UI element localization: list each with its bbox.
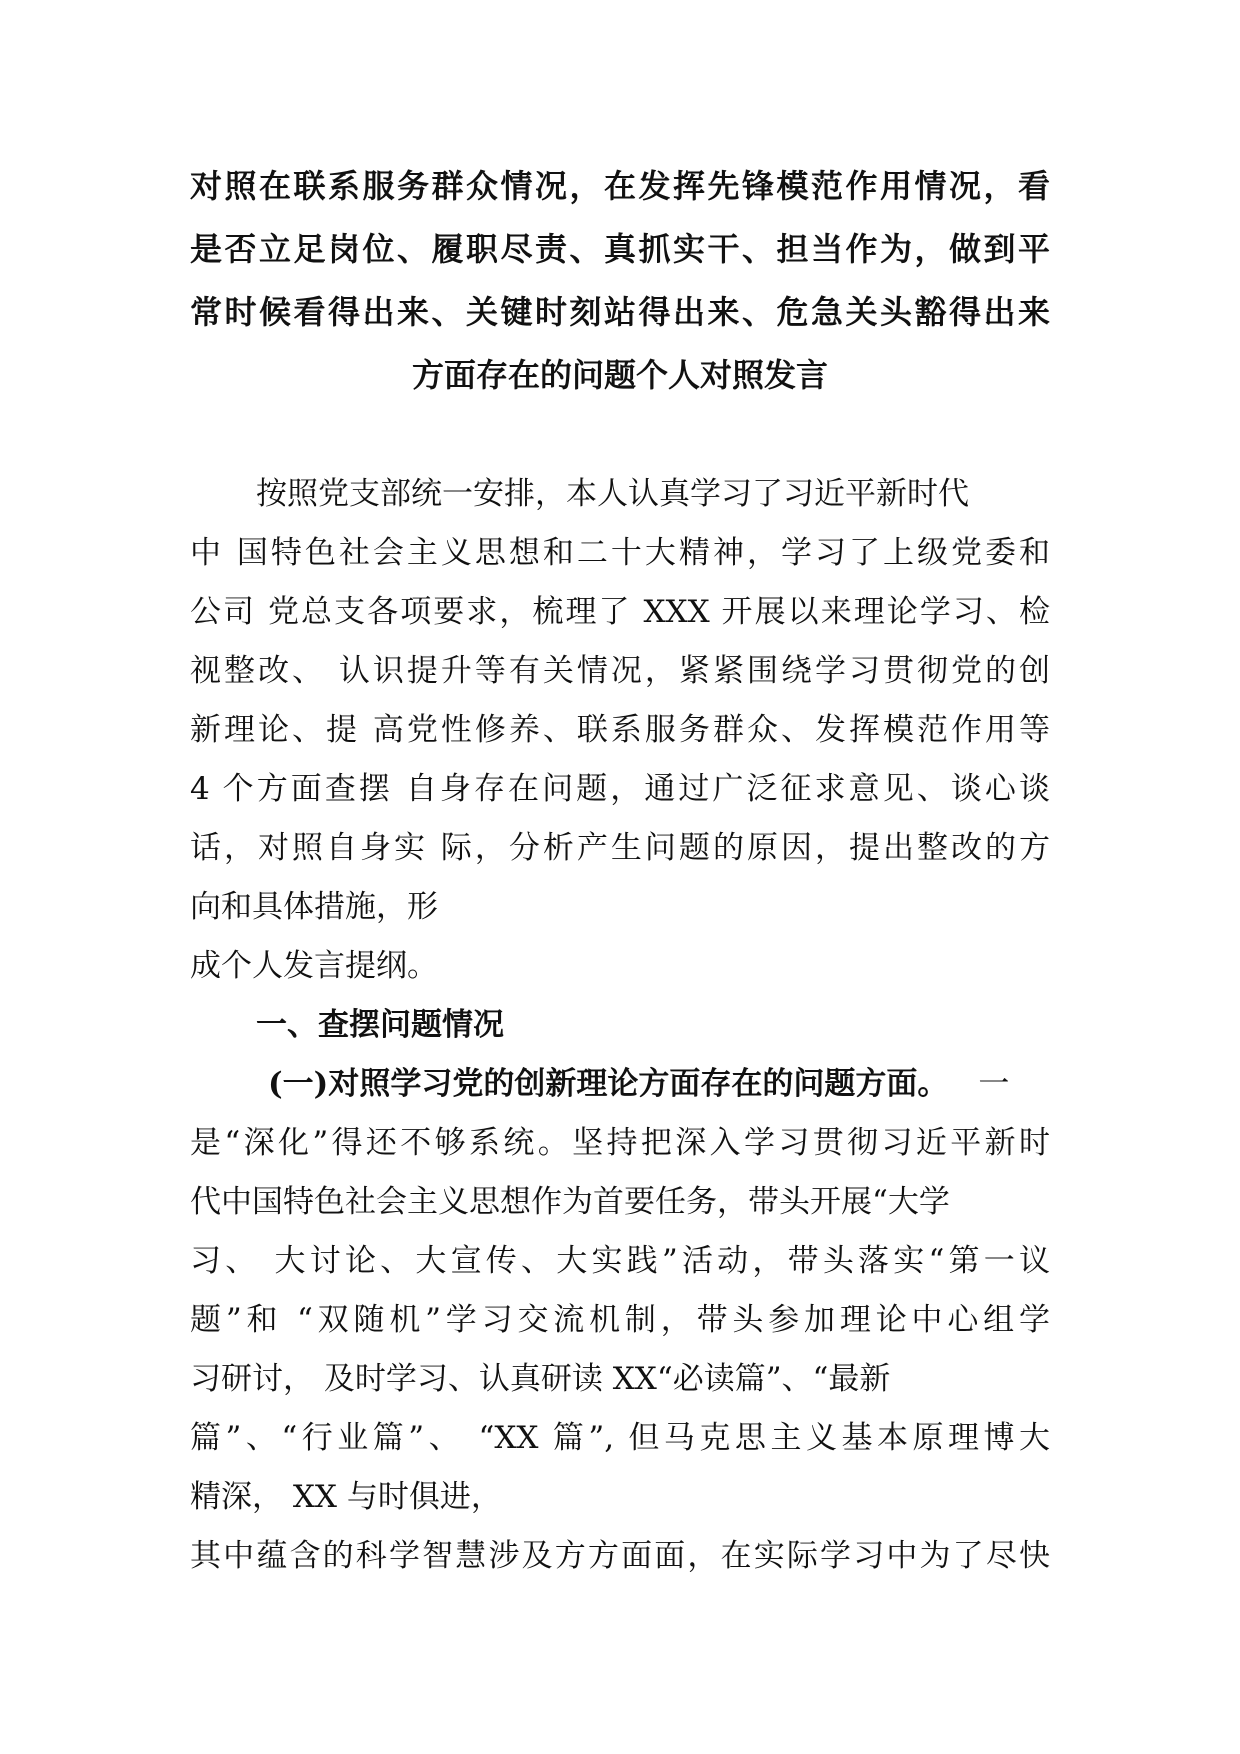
document-body: [190, 465, 1050, 1586]
paragraph-line: 篇”、“行业篇”、 “XX 篇”, 但马克思主义基本原理博大: [190, 1420, 1050, 1456]
paragraph-line: 成个人发言提纲。: [190, 948, 438, 984]
title-line: 是否立足岗位、履职尽责、真抓实干、担当作为，做到平: [190, 230, 1050, 268]
paragraph-line: 精深， XX 与时俱进，: [190, 1479, 502, 1515]
paragraph-line: 4 个方面查摆 自身存在问题，通过广泛征求意见、谈心谈: [190, 771, 1050, 807]
subsection-heading: (一)对照学习党的创新理论方面存在的问题方面。: [268, 1066, 949, 1102]
paragraph-line: 其中蕴含的科学智慧涉及方方面面，在实际学习中为了尽快: [190, 1538, 1050, 1574]
paragraph-line: 代中国特色社会主义思想作为首要任务，带头开展“大学: [190, 1184, 950, 1220]
subsection-heading-line: [190, 1055, 1050, 1114]
paragraph-line: 题”和 “双随机”学习交流机制，带头参加理论中心组学: [190, 1302, 1050, 1338]
paragraph-line: 中 国特色社会主义思想和二十大精神，学习了上级党委和: [190, 535, 1050, 571]
paragraph-line: 公司 党总支各项要求，梳理了 XXX 开展以来理论学习、检: [190, 594, 1050, 630]
subsection-heading-tail: 一: [978, 1066, 1010, 1102]
title-line: 对照在联系服务群众情况，在发挥先锋模范作用情况，看: [190, 167, 1050, 205]
title-line: 常时候看得出来、关键时刻站得出来、危急关头豁得出来: [190, 293, 1050, 331]
title-line: 方面存在的问题个人对照发言: [411, 356, 828, 394]
section-heading: 一、查摆问题情况: [256, 1007, 504, 1043]
paragraph-line: 新理论、提 高党性修养、联系服务群众、发挥模范作用等: [190, 712, 1050, 748]
paragraph-line: 是“深化”得还不够系统。坚持把深入学习贯彻习近平新时: [190, 1125, 1050, 1161]
paragraph-line: 话，对照自身实 际，分析产生问题的原因，提出整改的方: [190, 830, 1050, 866]
subsection-paragraph: [190, 1055, 1050, 1586]
paragraph-line: 习研讨， 及时学习、认真研读 XX“必读篇”、“最新: [190, 1361, 891, 1397]
paragraph-line: 视整改、 认识提升等有关情况，紧紧围绕学习贯彻党的创: [190, 653, 1050, 689]
paragraph-line: 按照党支部统一安排，本人认真学习了习近平新时代: [256, 476, 969, 512]
paragraph-line: 向和具体措施，形: [190, 889, 438, 925]
paragraph-line: 习、 大讨论、大宣传、大实践”活动，带头落实“第一议: [190, 1243, 1050, 1279]
document-title: [190, 155, 1050, 407]
intro-paragraph: [190, 465, 1050, 996]
